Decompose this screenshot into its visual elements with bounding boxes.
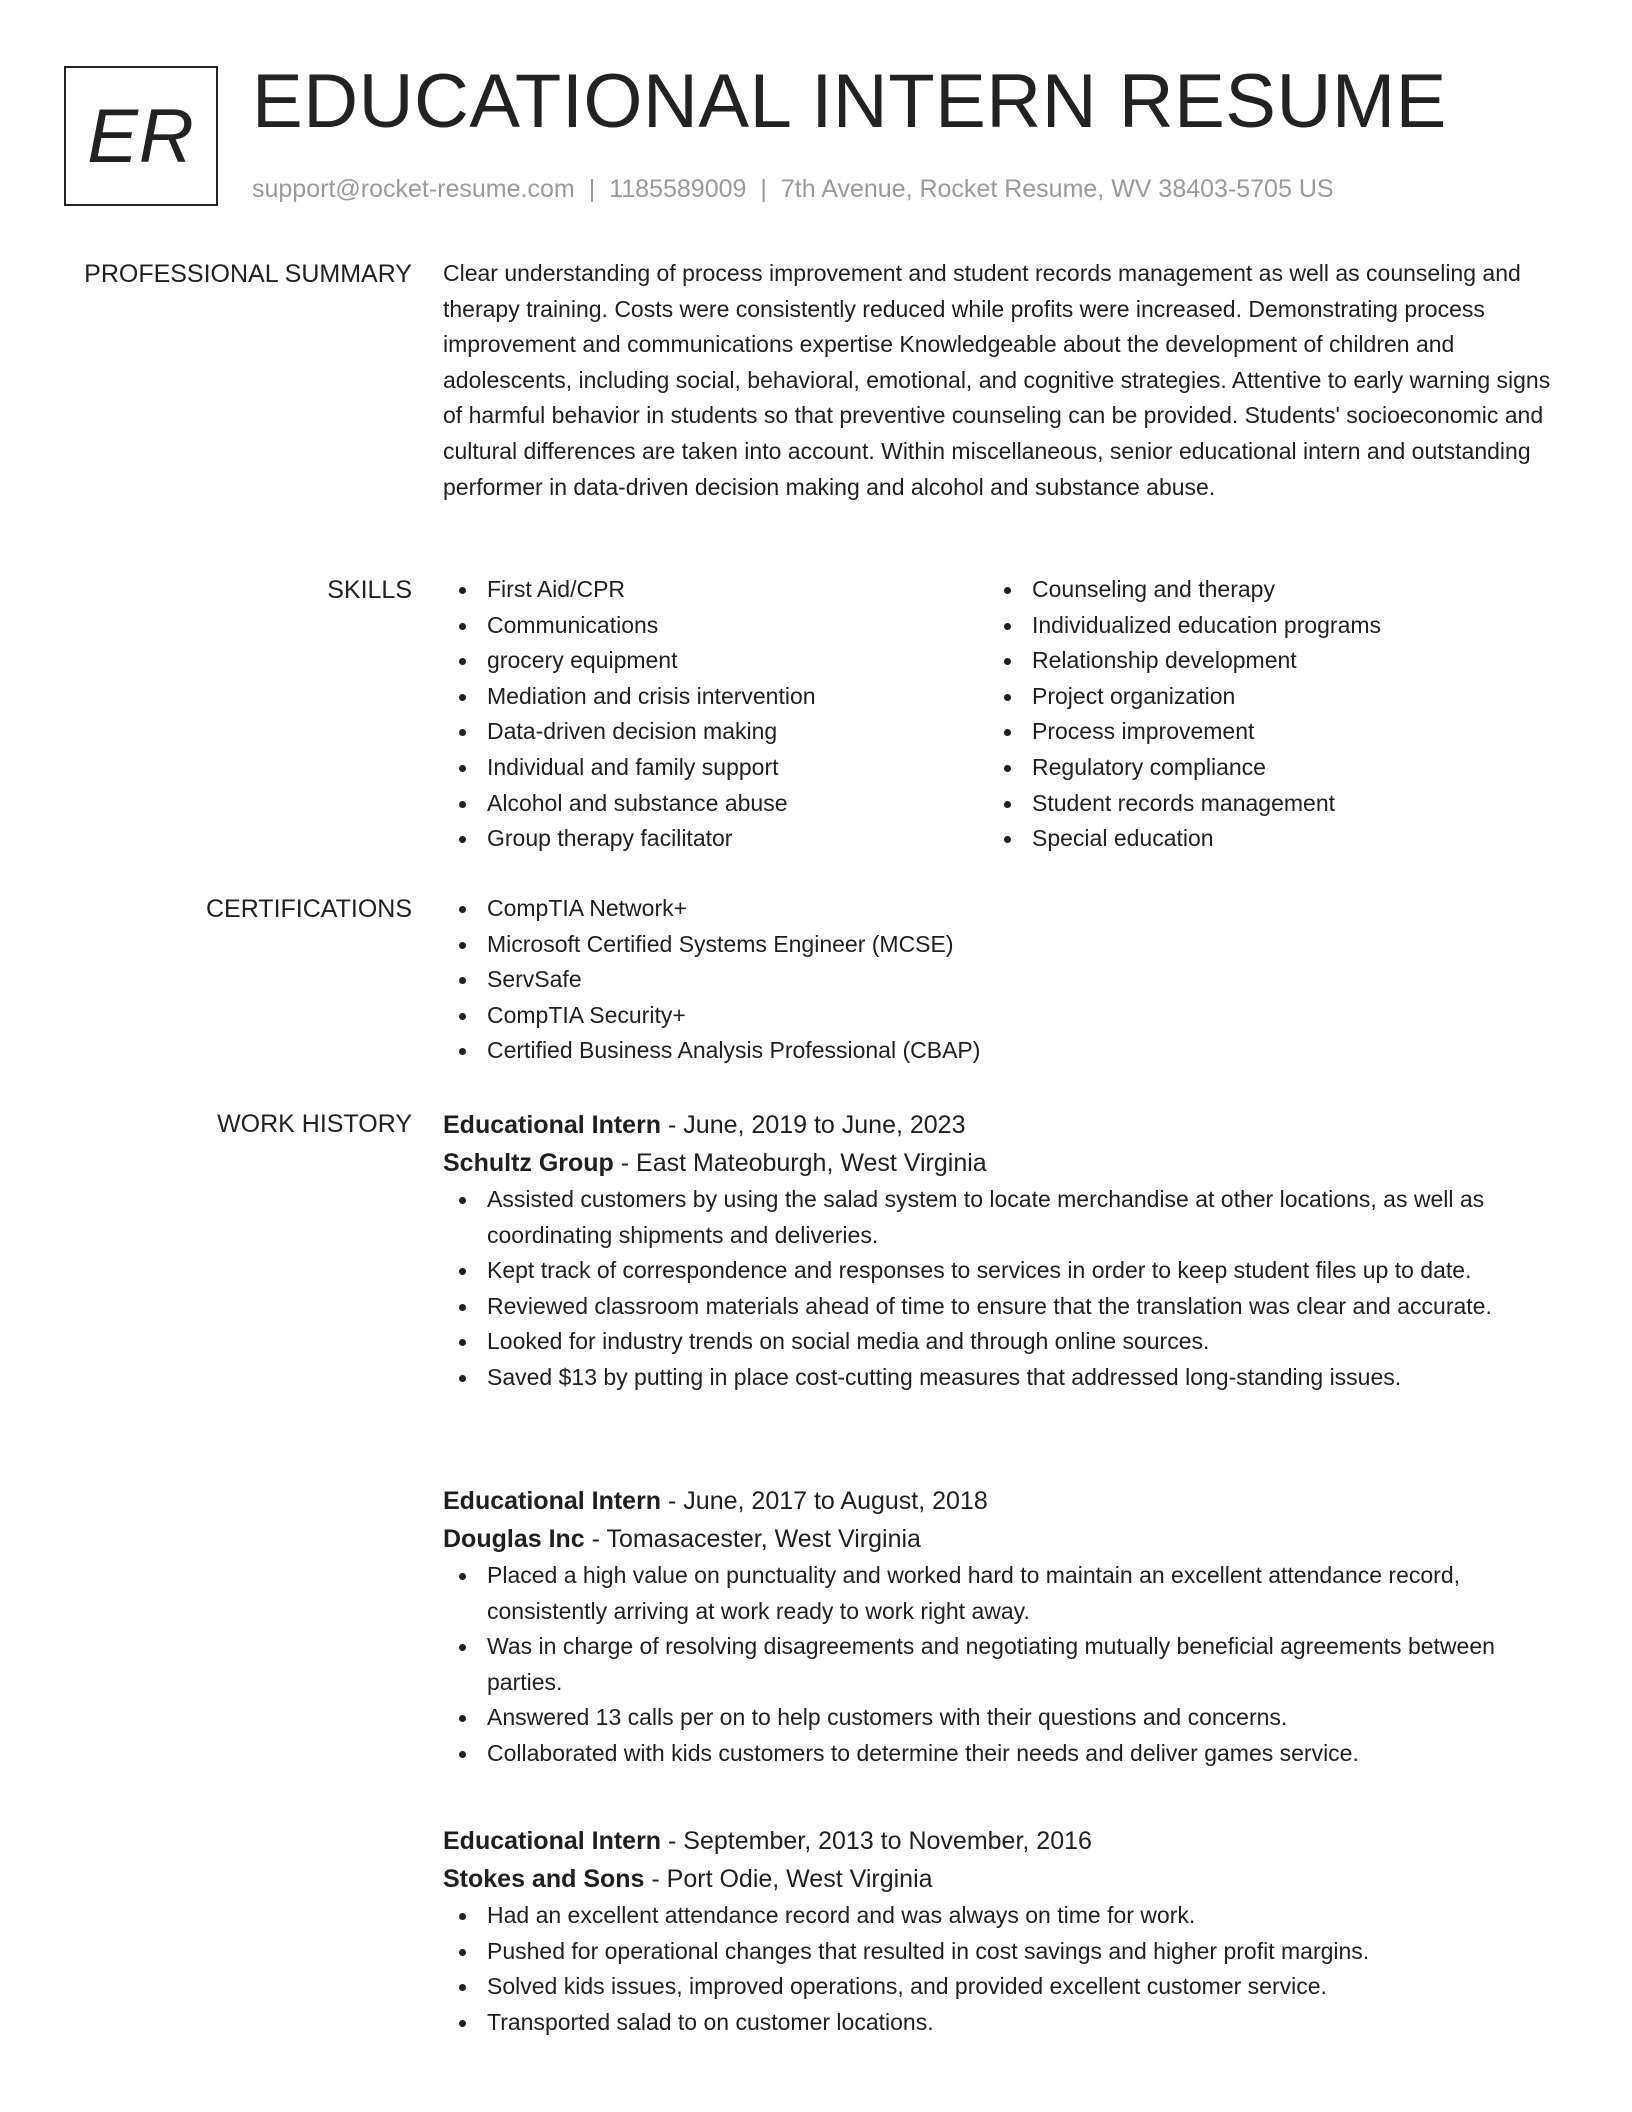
job-duty: Placed a high value on punctuality and worked hard to maintain an excellent attendance record, consistently arriving at work ready to work right away.: [443, 1558, 1555, 1629]
job-duty: Kept track of correspondence and responses to services in order to keep student files up to date.: [443, 1253, 1555, 1289]
job-duty: Saved $13 by putting in place cost-cutting measures that addressed long-standing issues.: [443, 1360, 1555, 1396]
job-entry: [443, 1482, 1555, 1772]
job-title: Educational Intern: [443, 1111, 662, 1139]
job-duty: Looked for industry trends on social media and through online sources.: [443, 1324, 1555, 1360]
skills-grid: [443, 572, 1555, 857]
job-title: Educational Intern: [443, 1827, 662, 1855]
certification-item: CompTIA Network+: [443, 891, 1555, 927]
skill-item: grocery equipment: [443, 643, 988, 679]
job-location: - East Mateoburgh, West Virginia: [613, 1149, 987, 1177]
skill-item: Regulatory compliance: [988, 750, 1533, 786]
job-dates: - June, 2017 to August, 2018: [661, 1487, 988, 1515]
job-duty: Reviewed classroom materials ahead of time to ensure that the translation was clear and accurate.: [443, 1289, 1555, 1325]
skills-body: [443, 572, 1555, 857]
job-duty: Was in charge of resolving disagreements and negotiating mutually beneficial agreements between parties.: [443, 1629, 1555, 1700]
skill-item: Group therapy facilitator: [443, 821, 988, 857]
skill-item: Counseling and therapy: [988, 572, 1533, 608]
certification-item: Microsoft Certified Systems Engineer (MCSE): [443, 927, 1555, 963]
skills-list-left: [443, 572, 988, 857]
summary-text: Clear understanding of process improvement and student records management as well as counseling and therapy training. Costs were consistently reduced while profits were increased. Demonstrating process improvement and communications expertise Knowledgeable about the development of children and adolescents, including social, behavioral, emotional, and cognitive strategies. Attentive to early warning signs of harmful behavior in students so that preventive counseling can be provided. Students' socioeconomic and cultural differences are taken into account. Within miscellaneous, senior educational intern and outstanding performer in data-driven decision making and alcohol and substance abuse.: [443, 260, 1551, 500]
summary-heading: PROFESSIONAL SUMMARY: [84, 260, 412, 288]
job-title-line: [443, 1822, 1555, 1860]
skill-item: First Aid/CPR: [443, 572, 988, 608]
job-entry: [443, 1822, 1555, 2040]
contact-phone[interactable]: 1185589009: [609, 175, 747, 203]
certification-item: Certified Business Analysis Professional (CBAP): [443, 1033, 1555, 1069]
certifications-heading: CERTIFICATIONS: [205, 895, 412, 923]
job-duty: Transported salad to on customer locations.: [443, 2005, 1555, 2041]
job-company-line: [443, 1144, 1555, 1182]
job-dates: - September, 2013 to November, 2016: [661, 1827, 1092, 1855]
job-company: Stokes and Sons: [443, 1865, 645, 1893]
monogram-initials: ER: [87, 93, 195, 179]
skill-item: Special education: [988, 821, 1533, 857]
certifications-body: [443, 891, 1555, 1069]
contact-separator: |: [588, 175, 596, 203]
job-company: Douglas Inc: [443, 1525, 585, 1553]
skill-item: Project organization: [988, 679, 1533, 715]
contact-address: 7th Avenue, Rocket Resume, WV 38403-5705 US: [780, 175, 1334, 203]
job-location: - Port Odie, West Virginia: [644, 1865, 933, 1893]
job-dates: - June, 2019 to June, 2023: [661, 1111, 966, 1139]
skill-item: Communications: [443, 608, 988, 644]
job-duty: Had an excellent attendance record and was always on time for work.: [443, 1898, 1555, 1934]
certifications-list: [443, 891, 1555, 1069]
skill-item: Individual and family support: [443, 750, 988, 786]
job-duty: Pushed for operational changes that resulted in cost savings and higher profit margins.: [443, 1934, 1555, 1970]
job-title-line: [443, 1482, 1555, 1520]
skill-item: Process improvement: [988, 714, 1533, 750]
job-location: - Tomasacester, West Virginia: [584, 1525, 921, 1553]
job-duty: Collaborated with kids customers to determine their needs and deliver games service.: [443, 1736, 1555, 1772]
skill-item: Relationship development: [988, 643, 1533, 679]
skill-item: Student records management: [988, 786, 1533, 822]
monogram-logo: [64, 66, 218, 206]
skill-item: Alcohol and substance abuse: [443, 786, 988, 822]
skills-list-right: [988, 572, 1533, 857]
job-company: Schultz Group: [443, 1149, 614, 1177]
job-company-line: [443, 1860, 1555, 1898]
skill-item: Data-driven decision making: [443, 714, 988, 750]
contact-separator: |: [760, 175, 767, 203]
job-duty: Answered 13 calls per on to help customers with their questions and concerns.: [443, 1700, 1555, 1736]
job-company-line: [443, 1520, 1555, 1558]
contact-email[interactable]: support@rocket-resume.com: [252, 175, 575, 203]
work-history-heading: WORK HISTORY: [217, 1110, 412, 1138]
resume-title: EDUCATIONAL INTERN RESUME: [252, 59, 1447, 144]
skill-item: Individualized education programs: [988, 608, 1533, 644]
job-title: Educational Intern: [443, 1487, 662, 1515]
certification-item: ServSafe: [443, 962, 1555, 998]
summary-body: [443, 256, 1555, 505]
skills-heading: SKILLS: [327, 576, 412, 604]
job-duty: Assisted customers by using the salad system to locate merchandise at other locations, as well as coordinating shipments and deliveries.: [443, 1182, 1555, 1253]
job-duties-list: [443, 1558, 1555, 1772]
job-duties-list: [443, 1898, 1555, 2040]
skill-item: Mediation and crisis intervention: [443, 679, 988, 715]
certification-item: CompTIA Security+: [443, 998, 1555, 1034]
job-duties-list: [443, 1182, 1555, 1396]
job-entry: [443, 1106, 1555, 1396]
contact-line: [252, 172, 1334, 206]
job-duty: Solved kids issues, improved operations, and provided excellent customer service.: [443, 1969, 1555, 2005]
job-title-line: [443, 1106, 1555, 1144]
